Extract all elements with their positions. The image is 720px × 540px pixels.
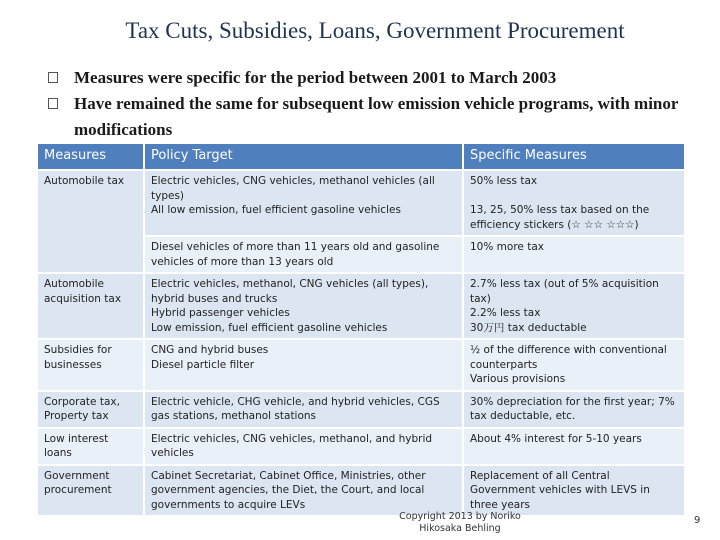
cell-measure: Subsidies for businesses <box>37 339 144 391</box>
cell-measure: Low interest loans <box>37 428 144 465</box>
header-measures: Measures <box>37 143 144 170</box>
cell-specific-measure: About 4% interest for 5-10 years <box>463 428 685 465</box>
table-row <box>37 391 685 428</box>
cell-specific-measure: ½ of the difference with conventional counterparts Various provisions <box>463 339 685 391</box>
cell-measure: Government procurement <box>37 465 144 517</box>
table-row <box>37 273 685 339</box>
cell-specific-measure: 10% more tax <box>463 236 685 273</box>
cell-measure: Automobile tax <box>37 170 144 273</box>
cell-measure: Corporate tax, Property tax <box>37 391 144 428</box>
cell-policy-target: Electric vehicles, methanol, CNG vehicles (all types), hybrid buses and trucks Hybrid passenger vehicles Low emission, fuel efficient gasoline vehicles <box>144 273 463 339</box>
cell-policy-target: Electric vehicles, CNG vehicles, methanol vehicles (all types) All low emission, fuel efficient gasoline vehicles <box>144 170 463 236</box>
bullet-text: Measures were specific for the period between 2001 to March 2003 <box>74 68 557 87</box>
cell-specific-measure: 50% less tax 13, 25, 50% less tax based on the efficiency stickers (☆ ☆☆ ☆☆☆) <box>463 170 685 236</box>
table-row <box>37 339 685 391</box>
header-specific-measures: Specific Measures <box>463 143 685 170</box>
bullet-item <box>48 65 708 91</box>
square-bullet-icon <box>48 72 58 83</box>
page-number: 9 <box>694 515 701 526</box>
cell-policy-target: CNG and hybrid buses Diesel particle filter <box>144 339 463 391</box>
bullet-item <box>48 91 708 143</box>
cell-measure: Automobile acquisition tax <box>37 273 144 339</box>
cell-policy-target: Diesel vehicles of more than 11 years old and gasoline vehicles of more than 13 years old <box>144 236 463 273</box>
copyright-footer: Copyright 2013 by Noriko Hikosaka Behling <box>399 511 521 534</box>
cell-policy-target: Electric vehicle, CHG vehicle, and hybrid vehicles, CGS gas stations, methanol stations <box>144 391 463 428</box>
measures-table <box>36 142 686 517</box>
cell-specific-measure: 2.7% less tax (out of 5% acquisition tax) 2.2% less tax 30万円 tax deductable <box>463 273 685 339</box>
cell-policy-target: Electric vehicles, CNG vehicles, methanol, and hybrid vehicles <box>144 428 463 465</box>
table-header-row <box>37 143 685 170</box>
cell-specific-measure: Replacement of all Central Government vehicles with LEVS in three years <box>463 465 685 517</box>
slide-title: Tax Cuts, Subsidies, Loans, Government Procurement <box>125 18 625 43</box>
table-row <box>37 170 685 236</box>
table-row <box>37 465 685 517</box>
bullet-list <box>48 65 708 143</box>
cell-specific-measure: 30% depreciation for the first year; 7% tax deductable, etc. <box>463 391 685 428</box>
square-bullet-icon <box>48 98 58 109</box>
table-row <box>37 428 685 465</box>
header-policy-target: Policy Target <box>144 143 463 170</box>
bullet-text: Have remained the same for subsequent low emission vehicle programs, with minor modifications <box>74 94 679 139</box>
cell-policy-target: Cabinet Secretariat, Cabinet Office, Ministries, other government agencies, the Diet, the Court, and local governments to acquire LEVs <box>144 465 463 517</box>
